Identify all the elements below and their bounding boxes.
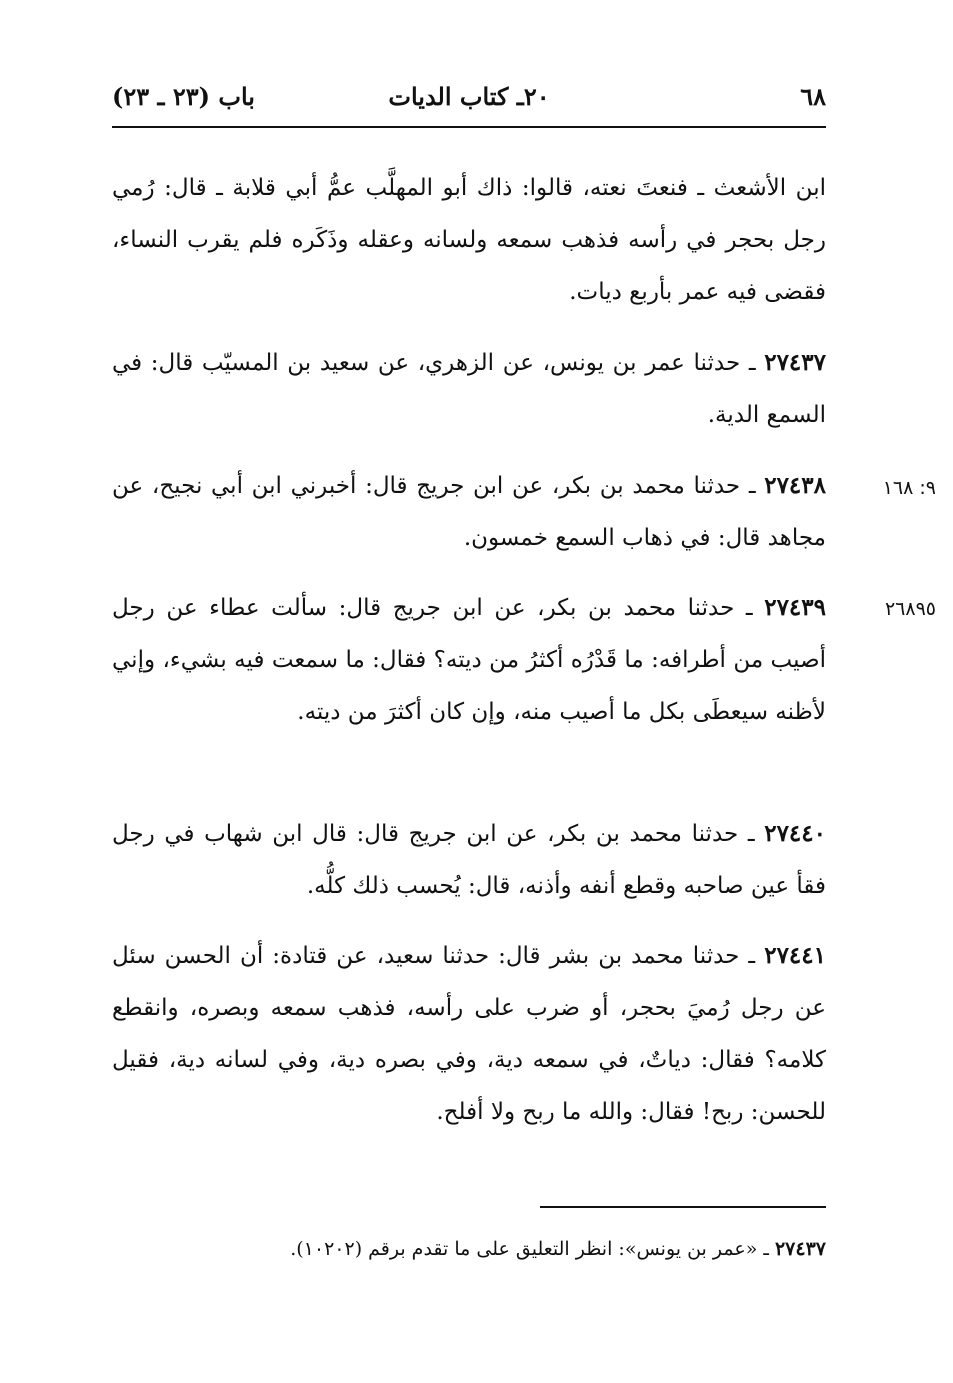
paragraph-continuation [112, 162, 826, 318]
hadith-number: ٢٧٤٣٩ [764, 594, 826, 621]
hadith-number: ٢٧٤٣٨ [764, 472, 826, 499]
page-number: ٦٨ [800, 82, 826, 111]
footnote-rule [540, 1206, 826, 1208]
hadith-number: ٢٧٤٣٧ [764, 349, 826, 376]
hadith-27438 [112, 460, 826, 564]
margin-reference: ٩: ١٦٨ [882, 477, 936, 499]
hadith-27437 [112, 337, 826, 441]
hadith-text: ـ حدثنا محمد بن بكر، عن ابن جريج قال: سألت عطاء عن رجل أصيب من أطرافه: ما قَدْرُه أكثرُ من ديته؟ فقال: ما سمعت فيه بشيء، وإني لأظنه سيعطَى بكل ما أصيب منه، وإن كان أكثرَ من ديته. [112, 595, 826, 725]
hadith-text: ـ حدثنا عمر بن يونس، عن الزهري، عن سعيد بن المسيّب قال: في السمع الدية. [112, 350, 826, 428]
hadith-27440 [112, 808, 826, 912]
hadith-number: ٢٧٤٤١ [764, 942, 826, 969]
footnote-number: ٢٧٤٣٧ [774, 1238, 826, 1260]
footnote-text: ـ «عمر بن يونس»: انظر التعليق على ما تقدم برقم (١٠٢٠٢). [290, 1238, 775, 1260]
book-title: ٢٠ـ كتاب الديات [388, 82, 550, 111]
header-rule [112, 126, 826, 128]
paragraph-text: ابن الأشعث ـ فنعتَ نعته، قالوا: ذاك أبو المهلَّب عمُّ أبي قلابة ـ قال: رُمي رجل بحجر في رأسه فذهب سمعه ولسانه وعقله وذَكَره فلم يقرب النساء، فقضى فيه عمر بأربع ديات. [112, 175, 826, 305]
hadith-text: ـ حدثنا محمد بن بكر، عن ابن جريج قال: أخبرني ابن أبي نجيح، عن مجاهد قال: في ذهاب السمع خمسون. [112, 473, 826, 551]
hadith-text: ـ حدثنا محمد بن بكر، عن ابن جريج قال: قال ابن شهاب في رجل فقأ عين صاحبه وقطع أنفه وأذنه، قال: يُحسب ذلك كلُّه. [112, 821, 826, 899]
footnote [112, 1232, 826, 1266]
hadith-text: ـ حدثنا محمد بن بشر قال: حدثنا سعيد، عن قتادة: أن الحسن سئل عن رجل رُميَ بحجر، أو ضرب على رأسه، فذهب سمعه وبصره، وانقطع كلامه؟ فقال: دياتٌ، في سمعه دية، وفي بصره دية، وفي لسانه دية، فقيل للحسن: ربح! فقال: والله ما ربح ولا أفلح. [112, 943, 826, 1125]
hadith-27439 [112, 582, 826, 738]
margin-reference: ٢٦٨٩٥ [884, 598, 936, 620]
chapter-reference: باب (٢٣ ـ ٢٣) [112, 82, 255, 111]
page-header [112, 78, 826, 122]
hadith-27441 [112, 930, 826, 1138]
hadith-number: ٢٧٤٤٠ [764, 820, 826, 847]
